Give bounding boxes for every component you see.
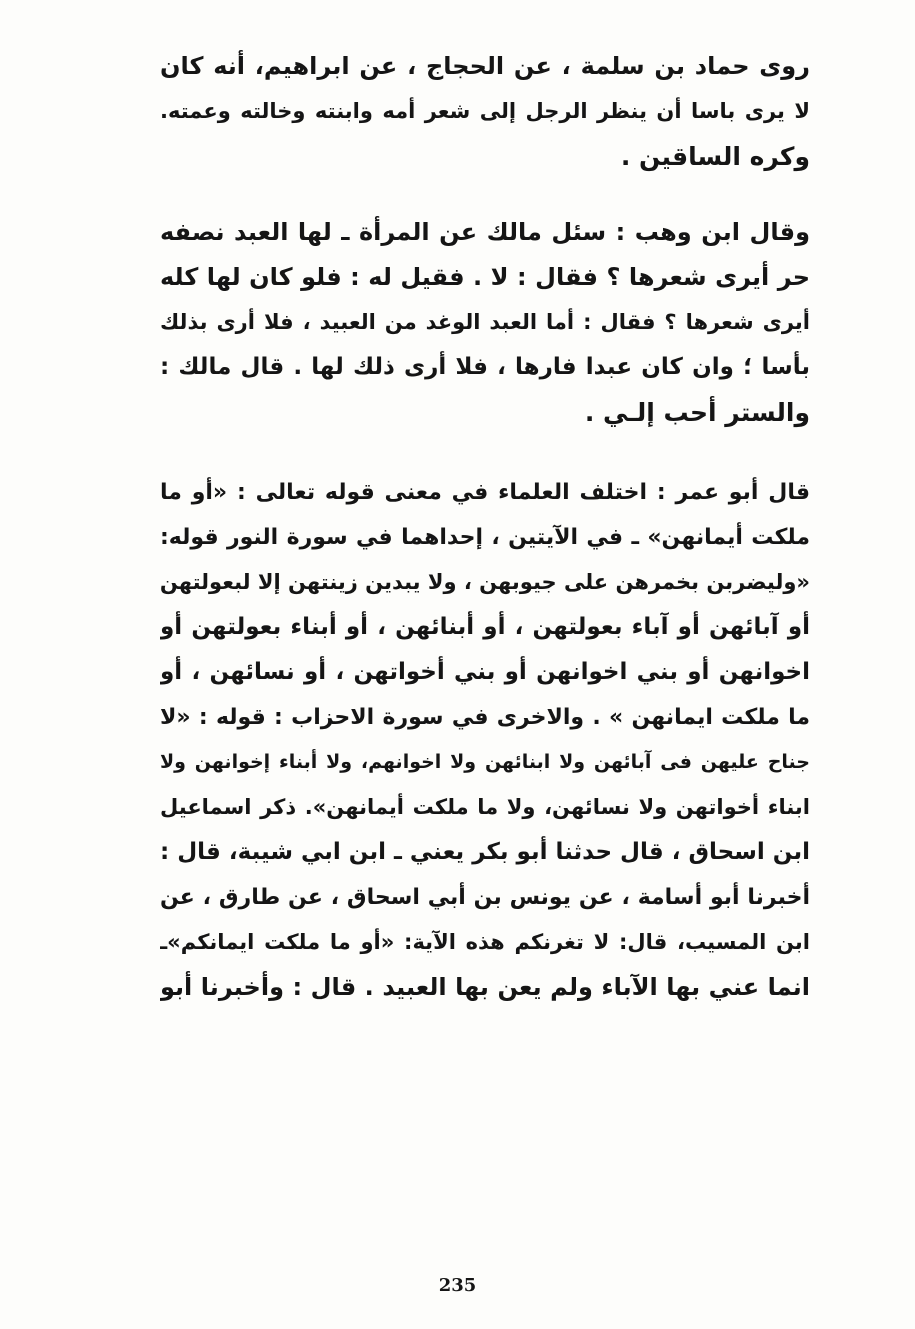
text-line: وقال ابن وهب : سئل مالك عن المرأة ـ لها العبد نصفه <box>160 218 810 246</box>
text-line: اخوانهن أو بني اخوانهن أو بني أخواتهن ، أو نسائهن ، أو <box>160 659 810 685</box>
text-line: لا يرى باسا أن ينظر الرجل إلى شعر أمه وابنته وخالته وعمته. <box>160 99 810 123</box>
text-line: ابناء أخواتهن ولا نسائهن، ولا ما ملكت أيمانهن». ذكر اسماعيل <box>160 795 810 819</box>
text-line: أو آبائهن أو آباء بعولتهن ، أو أبنائهن ، أو أبناء بعولتهن أو <box>160 614 810 640</box>
text-line: حر أيرى شعرها ؟ فقال : لا . فقيل له : فلو كان لها كله <box>160 263 810 291</box>
text-line: «وليضربن بخمرهن على جيوبهن ، ولا يبدين زينتهن إلا لبعولتهن <box>160 570 810 594</box>
text-line: قال أبو عمر : اختلف العلماء في معنى قوله تعالى : «أو ما <box>160 480 810 505</box>
text-line: ابن المسيب، قال: لا تغرنكم هذه الآية: «أو ما ملكت ايمانكم»ـ <box>160 930 810 954</box>
text-line: ابن اسحاق ، قال حدثنا أبو بكر يعني ـ ابن ابي شيبة، قال : <box>160 839 810 865</box>
page-number: 235 <box>438 1275 477 1296</box>
paragraph-3 <box>160 470 810 1010</box>
text-line: والستر أحب إلـي . <box>584 398 810 427</box>
text-line: انما عني بها الآباء ولم يعن بها العبيد . قال : وأخبرنا أبو <box>160 973 810 1001</box>
text-line: وكره الساقين . <box>620 142 810 171</box>
text-line: جناح عليهن فى آبائهن ولا ابنائهن ولا اخوانهم، ولا أبناء إخوانهن ولا <box>160 751 810 773</box>
text-line: ملكت أيمانهن» ـ في الآيتين ، إحداهما في سورة النور قوله: <box>160 525 810 550</box>
paragraph-2 <box>160 210 810 435</box>
paragraph-1 <box>160 44 810 179</box>
text-line: أيرى شعرها ؟ فقال : أما العبد الوغد من العبيد ، فلا أرى بذلك <box>160 310 810 334</box>
text-line: ما ملكت ايمانهن » . والاخرى في سورة الاحزاب : قوله : «لا <box>160 705 810 730</box>
text-line: روى حماد بن سلمة ، عن الحجاج ، عن ابراهيم، أنه كان <box>160 52 810 80</box>
text-line: بأسا ؛ وان كان عبدا فارها ، فلا أرى ذلك لها . قال مالك : <box>160 354 810 380</box>
text-line: أخبرنا أبو أسامة ، عن يونس بن أبي اسحاق ، عن طارق ، عن <box>160 885 810 910</box>
